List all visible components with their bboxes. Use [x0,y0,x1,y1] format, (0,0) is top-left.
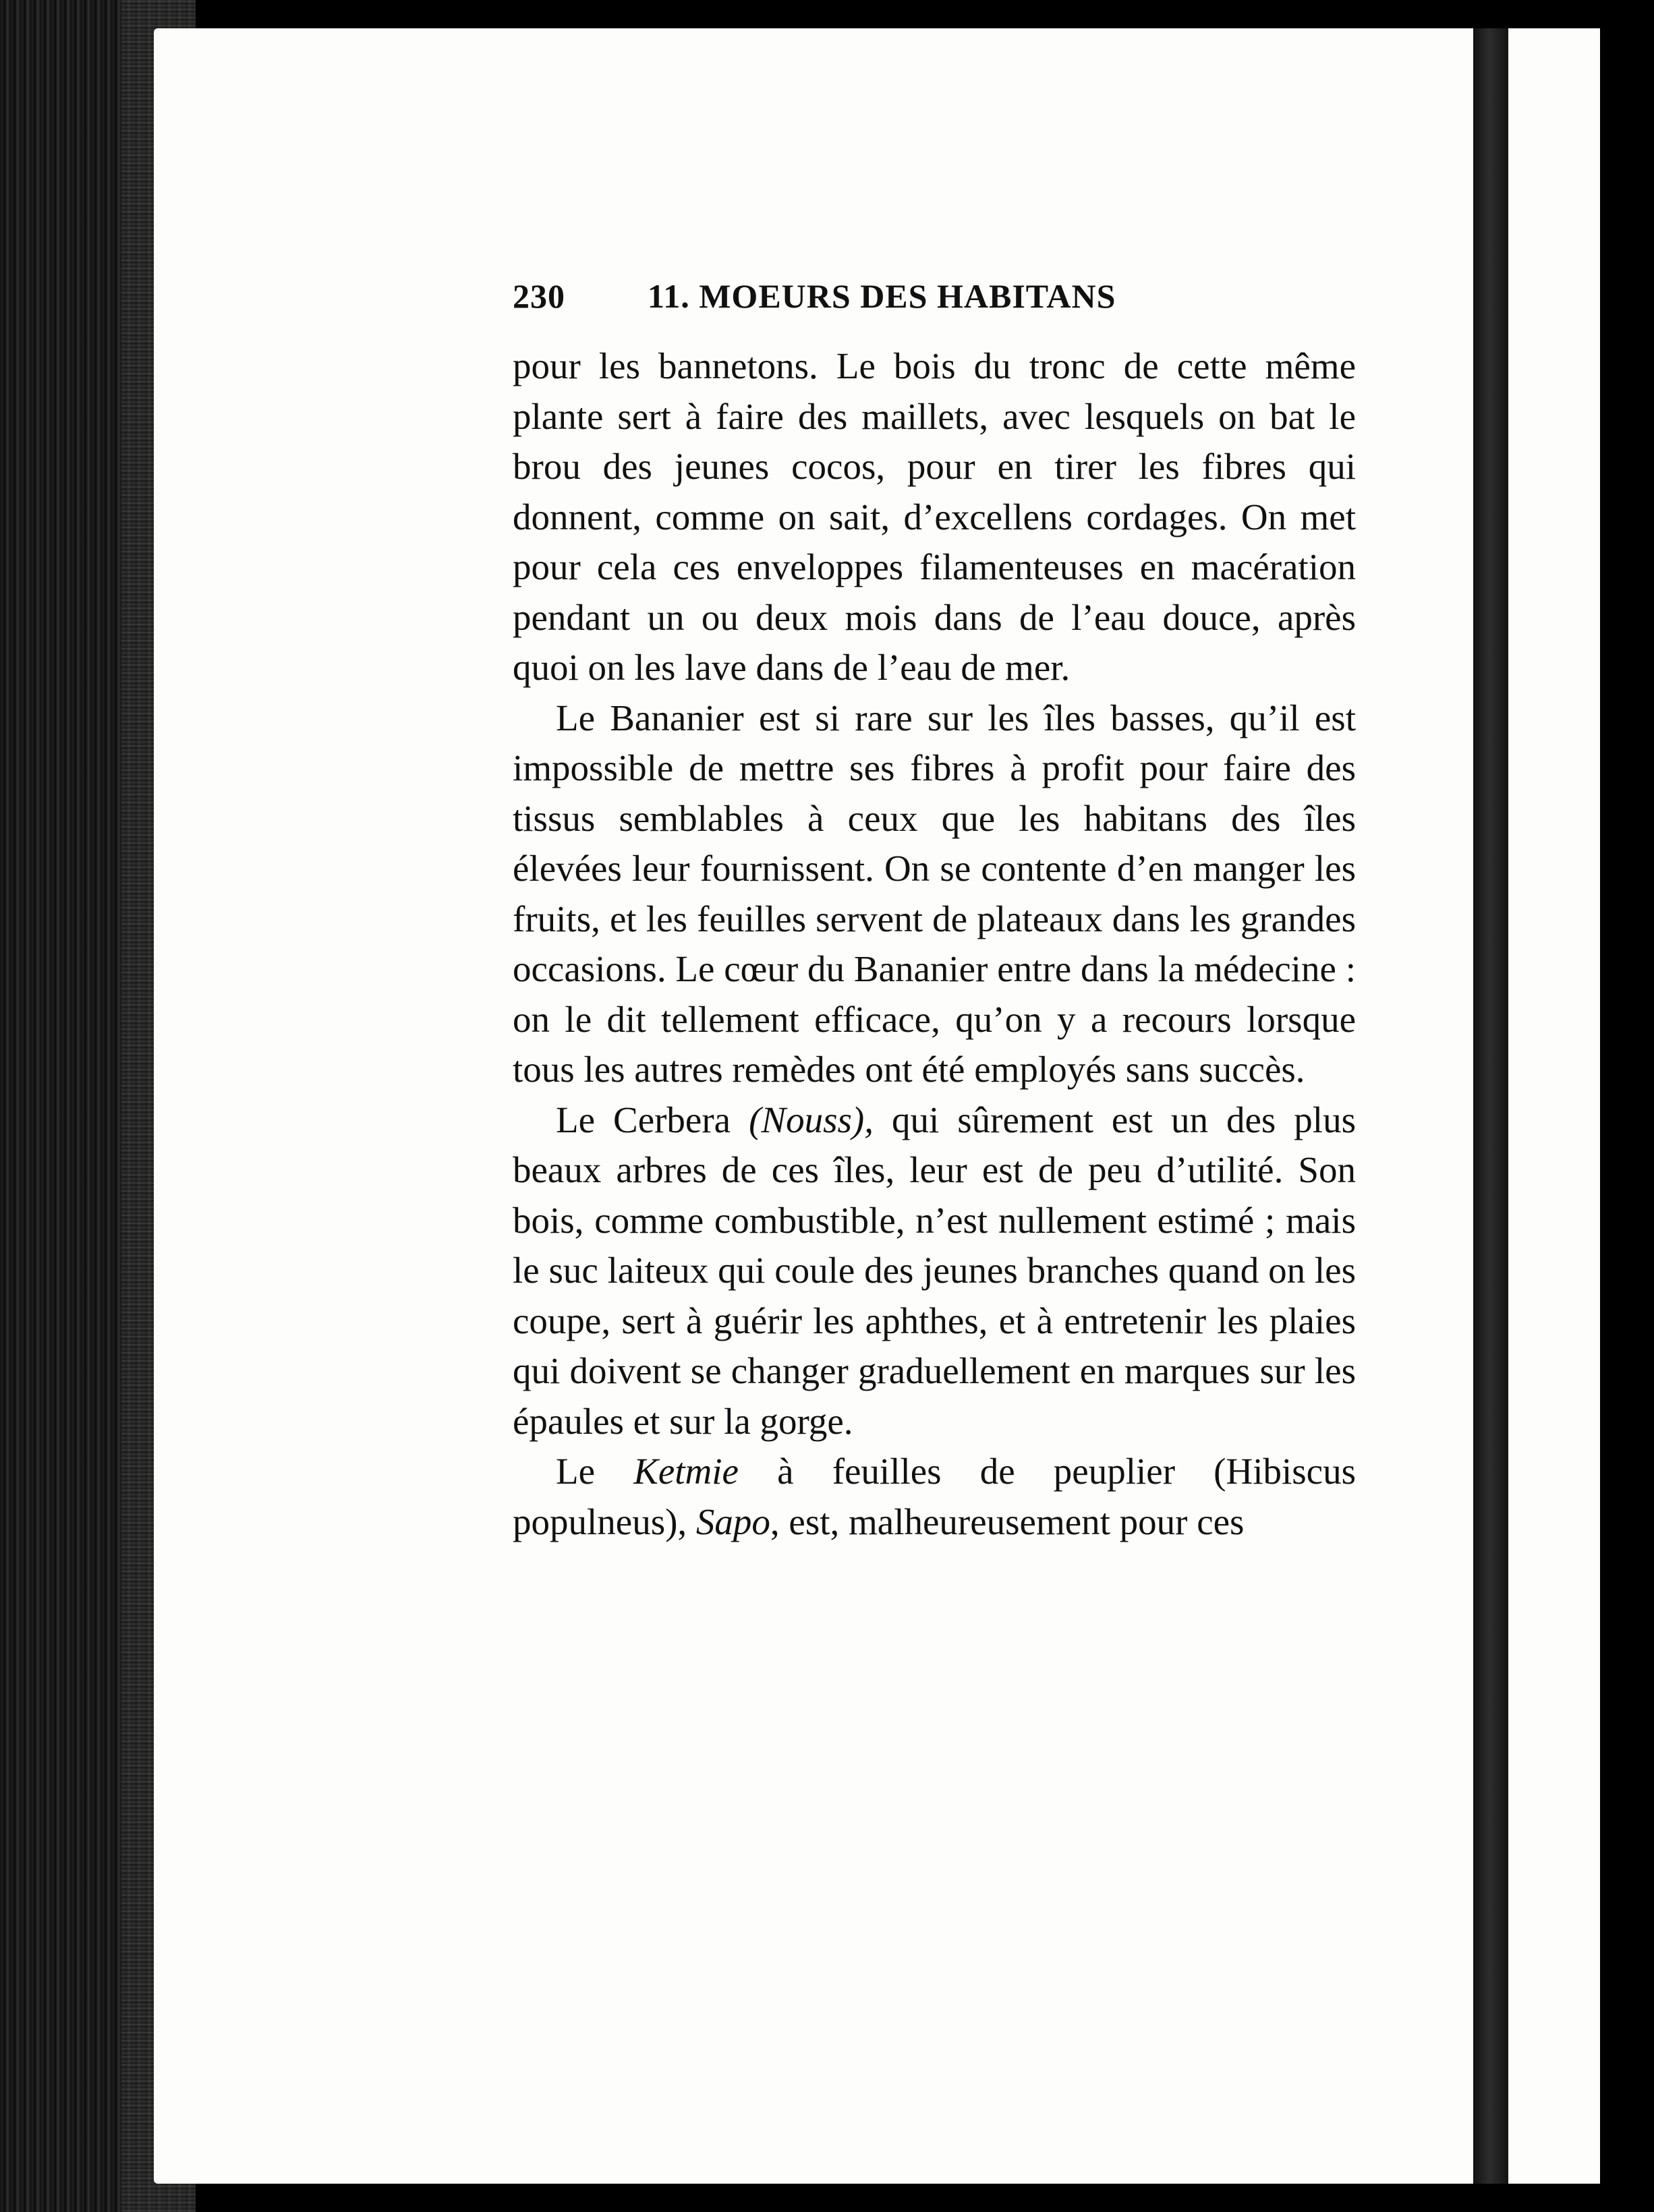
running-head [513,276,1356,341]
paragraph-1-text: pour les bannetons. Le bois du tronc de cette même plante sert à faire des maillets, avec lesquels on bat le brou des jeunes cocos, pour en tirer les fibres qui donnent, comme on sait, d’excellens cordages. On met pour cela ces enveloppes filamenteuses en macération pendant un ou deux mois dans de l’eau douce, après quoi on les lave dans de l’eau de mer. [513,345,1356,688]
page-gutter [1473,28,1514,2184]
facing-page-edge [1508,28,1600,2184]
running-title: 11. MOEURS DES HABITANS [648,277,1116,315]
paragraph-1 [513,341,1356,693]
paragraph-4-italic-sapo: Sapo [695,1501,770,1542]
paragraph-2-text: Le Bananier est si rare sur les îles basses, qu’il est impossible de mettre ses fibres à profit pour faire des tissus semblables à ceux que les habitans des îles élevées leur fournissent. On se contente d’en manger les fruits, et les feuilles servent de plateaux dans les grandes occasions. Le cœur du Bananier entre dans la médecine : on le dit tellement efficace, qu’on y a recours lorsque tous les autres remèdes ont été employés sans succès. [513,697,1356,1090]
paragraph-4-italic-ketmie: Ketmie [633,1451,739,1492]
body-text [513,341,1356,1547]
paragraph-4-text-c: , est, malheureusement pour ces [770,1501,1245,1542]
paragraph-3-text-a: Le Cerbera [556,1099,749,1140]
paragraph-4-text-b: à feuilles de peuplier (Hibiscus populneus), [513,1451,1356,1542]
page-text-block [513,276,1356,1547]
page-number: 230 [513,277,565,315]
paragraph-4-text-a: Le [556,1451,634,1492]
paragraph-3-text-b: qui sûrement est un des plus beaux arbres de ces îles, leur est de peu d’utilité. Son bois, comme combustible, n’est nullement estimé ; mais le suc laiteux qui coule des jeunes branches quand on les coupe, sert à guérir les aphthes, et à entretenir les plaies qui doivent se changer graduellement en marques sur les épaules et sur la gorge. [513,1099,1356,1442]
paragraph-2 [513,693,1356,1095]
paragraph-4 [513,1447,1356,1547]
paragraph-3 [513,1095,1356,1447]
paragraph-3-italic-nouss: (Nouss), [749,1099,874,1140]
